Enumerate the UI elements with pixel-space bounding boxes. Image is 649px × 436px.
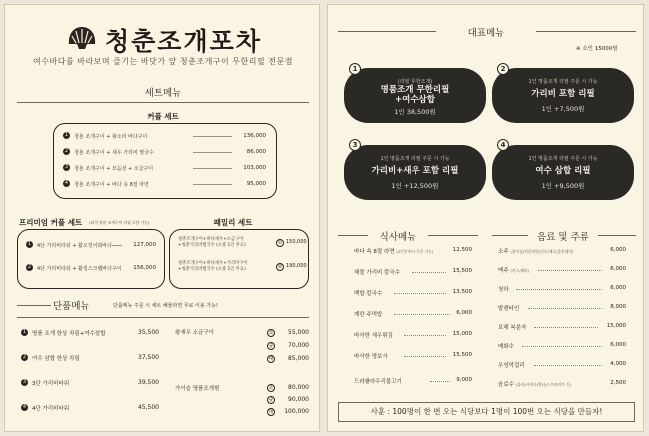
item-name: 청춘 조개구이 + 새우 가리비 찜국수 [74,150,154,156]
divider [17,305,51,306]
item-name-text: 바다 속 8절 라면 [354,249,395,255]
item-number: 1 [27,241,32,247]
item-name: 청춘 조개구이 + 왕소라 바다구이 [74,134,148,140]
set-item [63,131,266,142]
item-price: 6,000 [610,285,626,291]
slogan: 여수바다를 바라보며 즐기는 바닷가 앞 청춘조개구이 무한리필 전문점 [33,57,293,66]
leader [193,184,232,185]
item-price: 15,500 [452,352,472,358]
leader [534,327,598,328]
drink-item [498,340,626,352]
item-price: 80,000 [288,384,309,391]
card-number: 4 [497,139,509,151]
leader [528,308,602,309]
card-number: 1 [349,63,361,75]
price-row [267,382,309,394]
couple-set-title: 커플 세트 [147,112,179,121]
item-name: 4단 가리비타워 + 활오징어회바다 [37,243,112,249]
item-price: 8,000 [610,304,626,310]
item-price: 103,000 [243,165,266,171]
leader [394,314,450,315]
item-price: 6,000 [610,342,626,348]
right-menu-page [327,4,644,432]
card-price: 1인 +9,500원 [541,182,585,190]
item-price: 55,000 [288,329,309,336]
meal-item [354,329,472,341]
drink-item [498,245,626,257]
drink-item [498,359,626,371]
item-price: 35,500 [138,329,159,336]
divider [17,102,309,103]
premium-set-note: (좌석 명품 조개구이 리필 포함 가능) [89,220,150,225]
item-note: (콜라/사이다/환타/스프라이트 등) [515,382,572,387]
item-note: (카스/테라) [510,268,530,273]
card-note: (리필 무한조개) [397,79,433,85]
size-badge: 소 [268,385,274,391]
item-name: 여수 삼합 한상 차림 [32,356,80,362]
card-number: 3 [349,139,361,151]
item-name-text: 소주 [498,249,509,255]
price-row [267,340,309,352]
item-number: 2 [64,148,69,154]
item-number: 1 [64,132,69,138]
size-badge: 소 [268,330,274,336]
divider [17,317,309,318]
item-price: 2,500 [610,380,626,386]
item-name: 3단 가리비타워 [32,381,70,387]
item-name [498,380,571,388]
leader [412,272,446,273]
leader [430,381,450,382]
item-number: 4 [64,180,69,186]
size-badge: 대 [268,356,274,362]
item-name-text: 맥주 [498,268,509,274]
motto-footer: 사훈 : 100명이 한 번 오는 식당보다 1명이 100번 오는 식당을 만들자! [338,402,635,422]
item-name: 바삭한 명보사 [354,354,388,360]
item-price: 6,000 [610,247,626,253]
meal-item [354,266,472,278]
shell-logo-icon [67,25,97,51]
signature-card [344,68,486,123]
item-name [354,247,434,255]
leader [404,356,446,357]
item-line: 청춘조개구이+바다새우+소금구이 [178,237,244,242]
item-number: 2 [22,354,27,360]
item-price: 90,000 [288,396,309,403]
item-price: 13,500 [452,289,472,295]
family-set-title: 패밀리 세트 [213,218,253,227]
item-price: 15,500 [452,268,472,274]
item-price: 95,000 [246,181,266,187]
item-price: 15,000 [606,323,626,329]
price-row [267,394,309,406]
card-price: 1인 +7,500원 [541,105,585,113]
item-note: (참이슬/처음처럼/진로/새로/좋은데이) [510,249,574,254]
item-name: 계란 주먹밥 [354,312,383,318]
meal-item [354,375,472,387]
card-name: 여수 삼합 리필 [535,166,591,176]
leader [394,293,446,294]
single-item [21,402,159,414]
item-name: 드라큘라우리불고기 [354,379,402,385]
set-item [26,263,156,274]
card-price: 1인 38,500원 [394,108,436,116]
drink-item [498,378,626,390]
couple-set-box [53,123,277,199]
item-price: 4,000 [610,361,626,367]
set-item [63,163,266,174]
item-name: 바삭한 새우튀김 [354,333,393,339]
item-price: 9,000 [456,377,472,383]
item-price: 6,000 [456,310,472,316]
left-menu-page [4,4,320,432]
card-note: 1인 명품조개 리필 주문 시 가능 [380,156,450,162]
leader [404,335,446,336]
item-note: (2인분부터 주문 가능) [396,249,434,254]
leader [538,270,602,271]
card-name: 명품조개 무한리필 [380,85,450,95]
item-name: 우엉막걸리 [498,363,525,369]
set-item [26,240,156,251]
item-name: 백합 칼국수 [354,291,383,297]
item-price: 85,000 [288,355,309,362]
item-number: 3 [22,379,27,385]
single-item [21,352,159,364]
leader [534,365,602,366]
leader [516,289,602,290]
drink-item [498,283,626,295]
item-name: 4단 가리비타워 + 활킹스크랩바다구이 [37,266,122,272]
single-item [21,327,159,339]
item-price: 39,500 [138,379,159,386]
item-price: 86,000 [246,149,266,155]
card-number: 2 [497,63,509,75]
item-name-text: 음료수 [498,382,514,388]
set-item [63,147,266,158]
item-name: 청춘 조개구이 + 모듬전 + 소금구이 [74,166,154,172]
item-price: 127,000 [133,242,156,248]
family-item [178,261,247,273]
leader [522,346,602,347]
signature-menu-heading: 대표메뉴 [436,25,536,39]
meal-menu-heading: 식사메뉴 [368,229,428,243]
size-badge: 중 [268,343,274,349]
signature-card [344,145,486,200]
item-number: 2 [27,264,32,270]
item-name: 청춘 조개구이 + 바다 속 8절 라면 [74,182,149,188]
item-name: 보해 복분자 [498,325,527,331]
item-price: 45,500 [138,404,159,411]
item-name [498,266,529,274]
single-item [21,377,159,389]
item-price: 136,000 [243,133,266,139]
signature-card [492,145,634,200]
leader [112,245,122,246]
item-price: 156,000 [133,265,156,271]
restaurant-title: 청춘조개포차 [105,27,262,56]
card-name: 가리비 포함 리필 [531,89,595,99]
item-line: 청춘조개구이+바다새우+가리비구이 [178,261,248,266]
card-note: 1인 명품조개 리필 주문 시 가능 [528,156,598,162]
single-item-name: 왕새우 소금구이 [175,330,214,336]
family-set-box [169,229,309,289]
item-number: ② [277,264,283,270]
leader [193,152,232,153]
meal-item [354,287,472,299]
drink-menu-heading: 음료 및 주류 [528,229,598,243]
set-item [63,179,266,190]
item-name [498,247,574,255]
item-price: 70,000 [288,342,309,349]
price-row [267,327,309,339]
item-line: +청춘가리비찜국수 (소중 1인 무료) [178,243,246,248]
premium-set-title: 프리미엄 커플 세트 [19,218,83,227]
item-number: 4 [22,404,27,410]
single-menu-note: 단품메뉴 주문 시 세트 해물라면 무료 이용 가능! [113,303,218,309]
leader [193,136,232,137]
drink-item [498,264,626,276]
item-price: 100,000 [284,408,309,415]
item-price: 15,000 [452,331,472,337]
drink-item [498,321,626,333]
signature-card [492,68,634,123]
item-name: 발렌타인 [498,306,520,312]
item-price: 150,000 [286,239,307,245]
item-name: 4단 가리비타워 [32,406,70,412]
leader [193,168,232,169]
price-row [267,406,309,418]
premium-set-box [17,229,165,289]
item-name: 해물 가리비 칼국수 [354,270,401,276]
size-badge: 대 [268,409,274,415]
item-line: +청춘가리비찜국수 (소중 1인 무료) [178,267,246,272]
family-item [178,237,246,249]
meal-item [354,308,472,320]
meal-item [354,350,472,362]
item-number: 1 [22,329,27,335]
single-menu-heading: 단품메뉴 [53,301,90,312]
item-price: 190,000 [286,263,307,269]
card-name: +여수삼합 [395,95,435,105]
card-price: 1인 +12,500원 [391,182,439,190]
card-note: 1인 명품조개 리필 주문 시 가능 [528,79,598,85]
set-menu-heading: 세트메뉴 [144,88,182,99]
item-name: 청하 [498,287,509,293]
item-number: 3 [64,164,69,170]
item-price: 6,000 [610,266,626,272]
drink-item [498,302,626,314]
item-name: 매화수 [498,344,514,350]
size-badge: 중 [268,397,274,403]
meal-item [354,245,472,257]
price-row [267,353,309,365]
item-name: 명품 조개 한상 차림+여수삼합 [32,331,106,337]
single-item-name: 가이슬 명품조개찜 [175,386,220,392]
item-number: ① [277,240,283,246]
card-name: 가리비+새우 포함 리필 [371,166,459,176]
item-price: 12,500 [452,247,472,253]
item-price: 37,500 [138,354,159,361]
child-price-note: ※ 소인 15000원 [576,46,618,52]
